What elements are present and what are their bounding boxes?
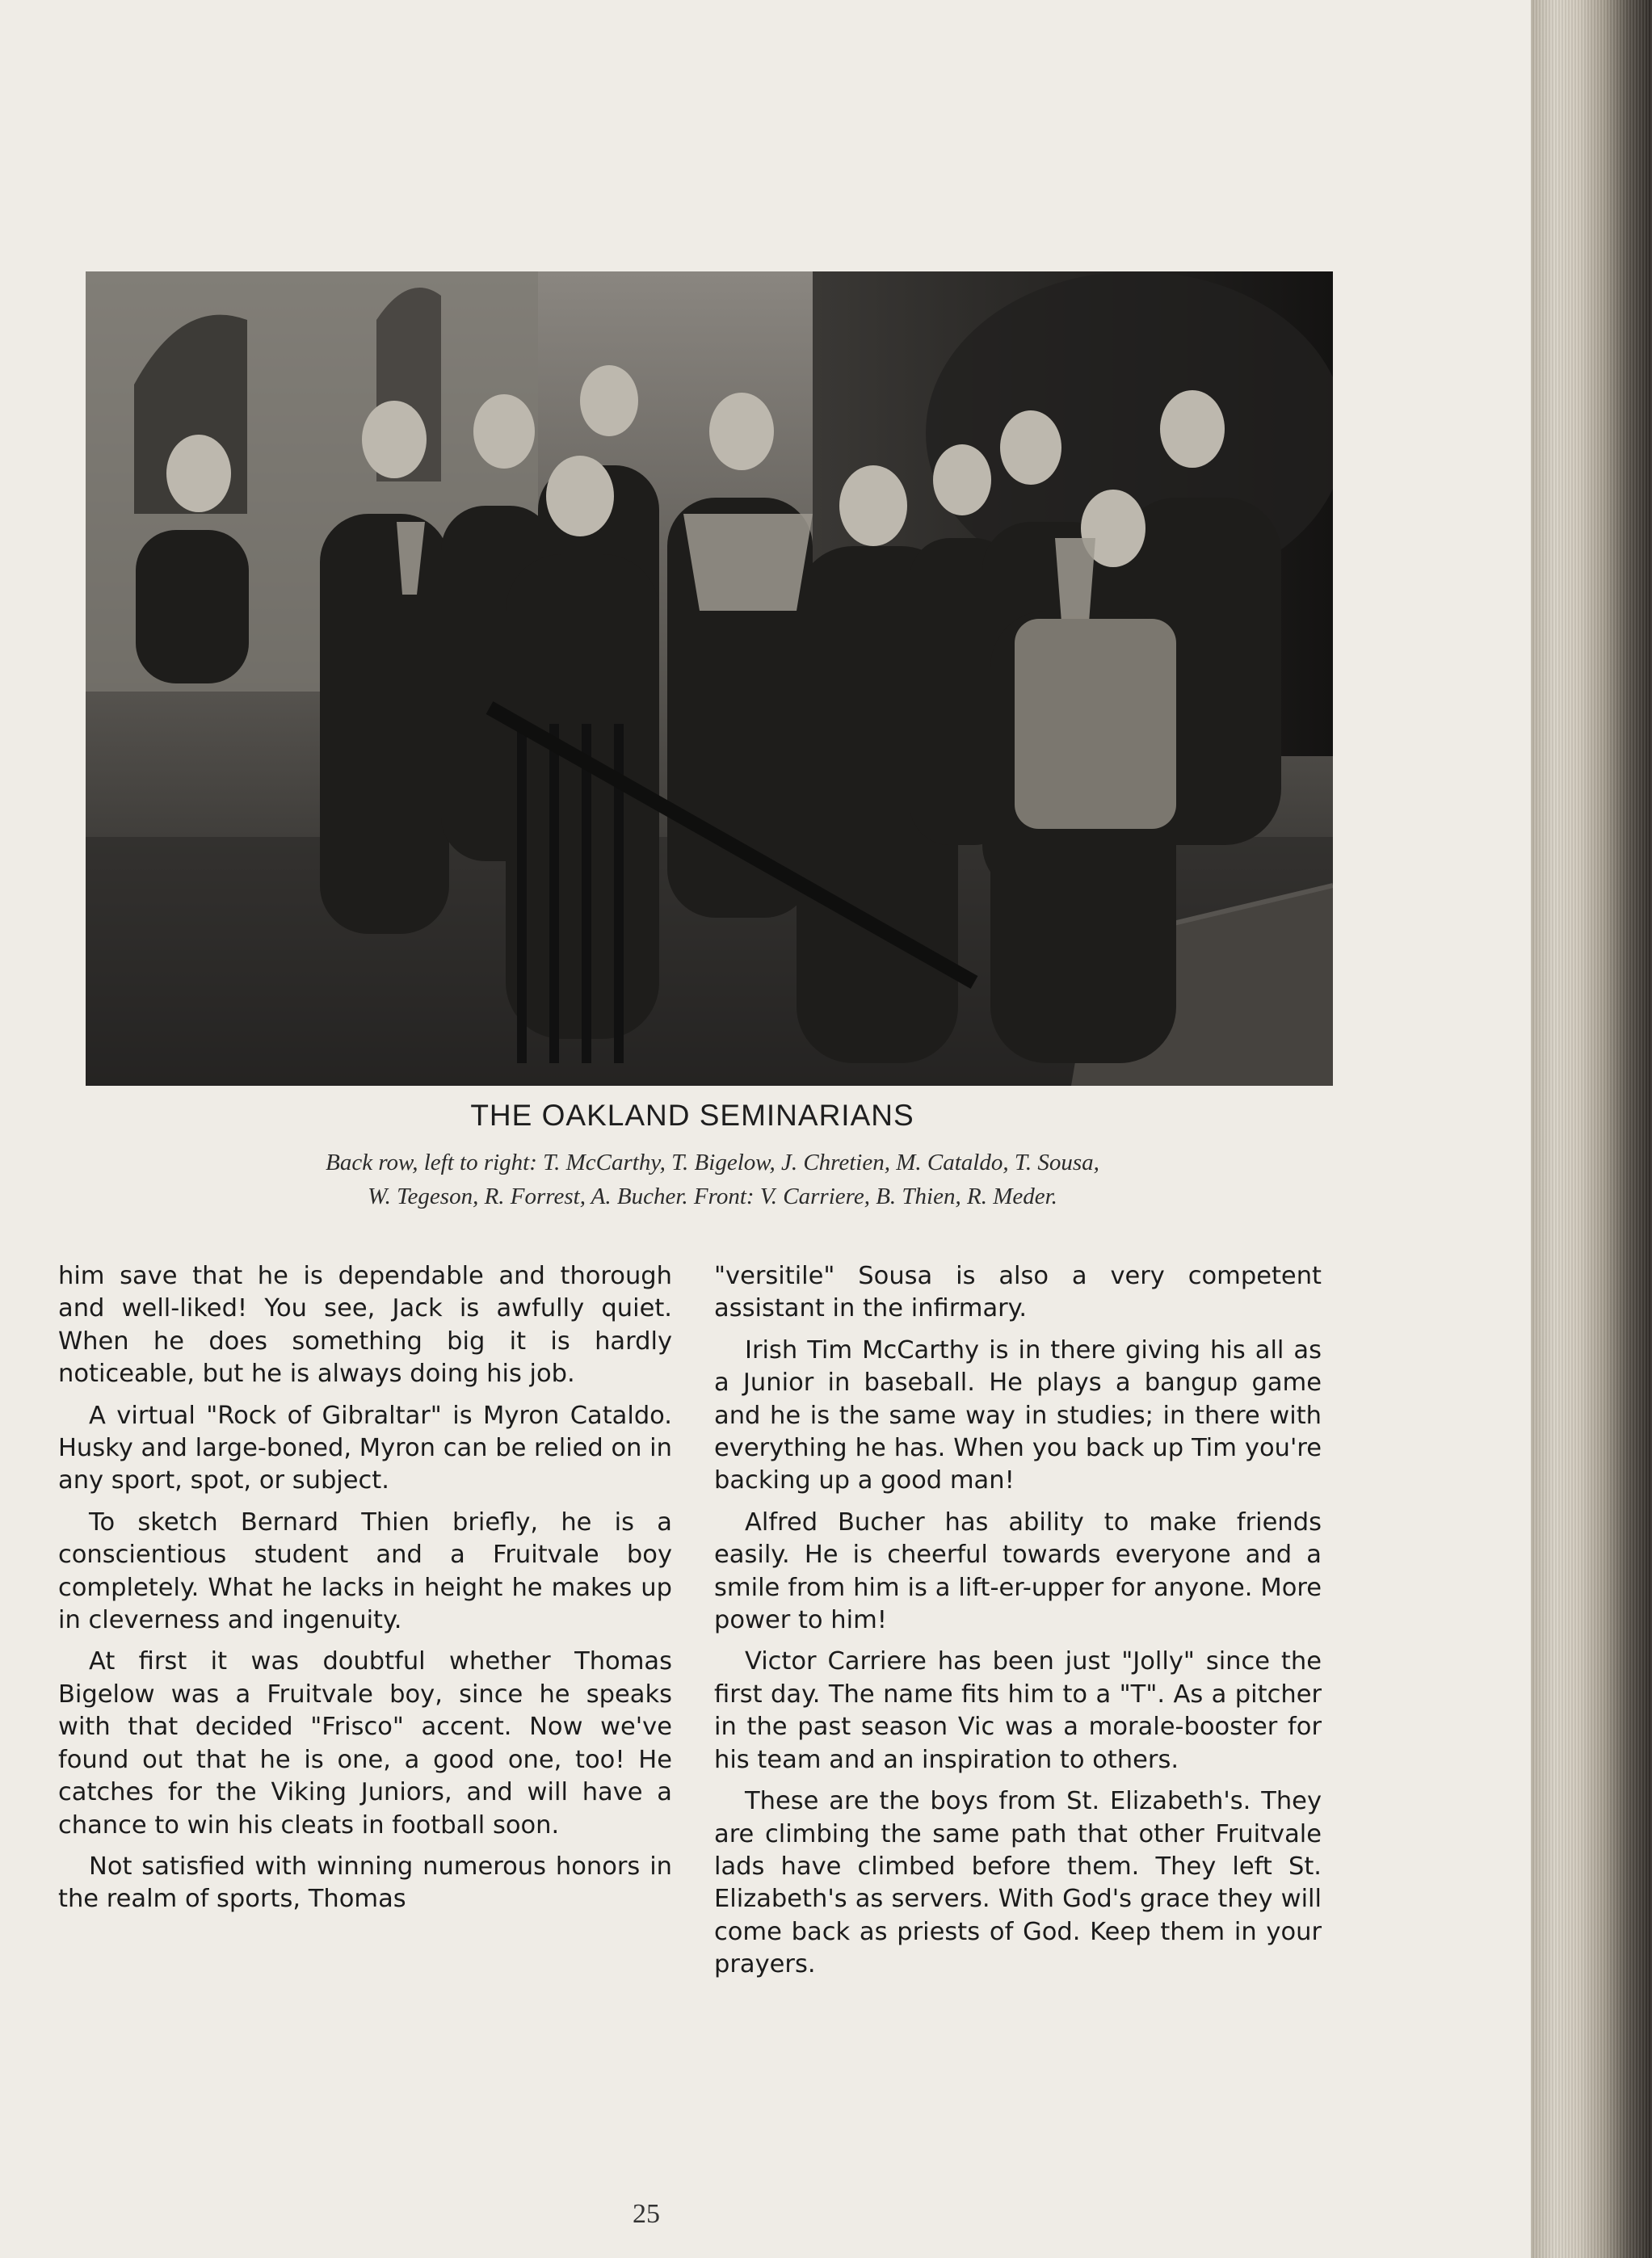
paragraph: Not satisfied with winning numerous honors in the realm of sports, Thomas — [58, 1852, 672, 1914]
paragraph: These are the boys from St. Elizabeth's. They are climbing the same path that other Fruitvale lads have climbed before them. They left St. Elizabeth's as servers. With God's grace they will come back as priests of God. Keep them in your prayers. — [714, 1787, 1322, 1979]
paragraph: Irish Tim McCarthy is in there giving his all as a Junior in baseball. He plays a bangup game and he is the same way in studies; in there with everything he has. When you back up Tim you're backing up a good man! — [714, 1335, 1322, 1495]
photo-caption-title: THE OAKLAND SEMINARIANS — [470, 1099, 914, 1132]
book-page-edge — [1531, 0, 1652, 2258]
group-photo — [86, 271, 1333, 1086]
caption-names-line: W. Tegeson, R. Forrest, A. Bucher. Front: V. Carriere, B. Thien, R. Meder. — [368, 1184, 1057, 1209]
left-text-column — [58, 1260, 672, 1925]
paragraph: Alfred Bucher has ability to make friends easily. He is cheerful towards everyone and a smile from him is a lift-er-upper for anyone. More power to him! — [714, 1507, 1322, 1635]
paragraph: At first it was doubtful whether Thomas Bigelow was a Fruitvale boy, since he speaks with that decided "Frisco" accent. Now we've found out that he is one, a good one, too! He catches for the Viking Juniors, and will have a chance to win his cleats in football soon. — [58, 1647, 672, 1840]
right-text-column — [714, 1260, 1322, 1991]
paragraph: "versitile" Sousa is also a very competent assistant in the infirmary. — [714, 1262, 1322, 1323]
photo-caption-names — [74, 1146, 1351, 1213]
caption-names-line: Back row, left to right: T. McCarthy, T. Bigelow, J. Chretien, M. Cataldo, T. Sousa, — [326, 1150, 1099, 1175]
paragraph: A virtual "Rock of Gibraltar" is Myron Cataldo. Husky and large-boned, Myron can be relied on in any sport, spot, or subject. — [58, 1401, 672, 1495]
page-number: 25 — [633, 2199, 660, 2229]
paragraph: To sketch Bernard Thien briefly, he is a conscientious student and a Fruitvale boy completely. What he lacks in height he makes up in cleverness and ingenuity. — [58, 1507, 672, 1635]
paragraph: Victor Carriere has been just "Jolly" since the first day. The name fits him to a "T". As a pitcher in the past season Vic was a morale-booster for his team and an inspiration to others. — [714, 1647, 1322, 1774]
paragraph: him save that he is dependable and thorough and well-liked! You see, Jack is awfully quiet. When he does something big it is hardly noticeable, but he is always doing his job. — [58, 1262, 672, 1389]
